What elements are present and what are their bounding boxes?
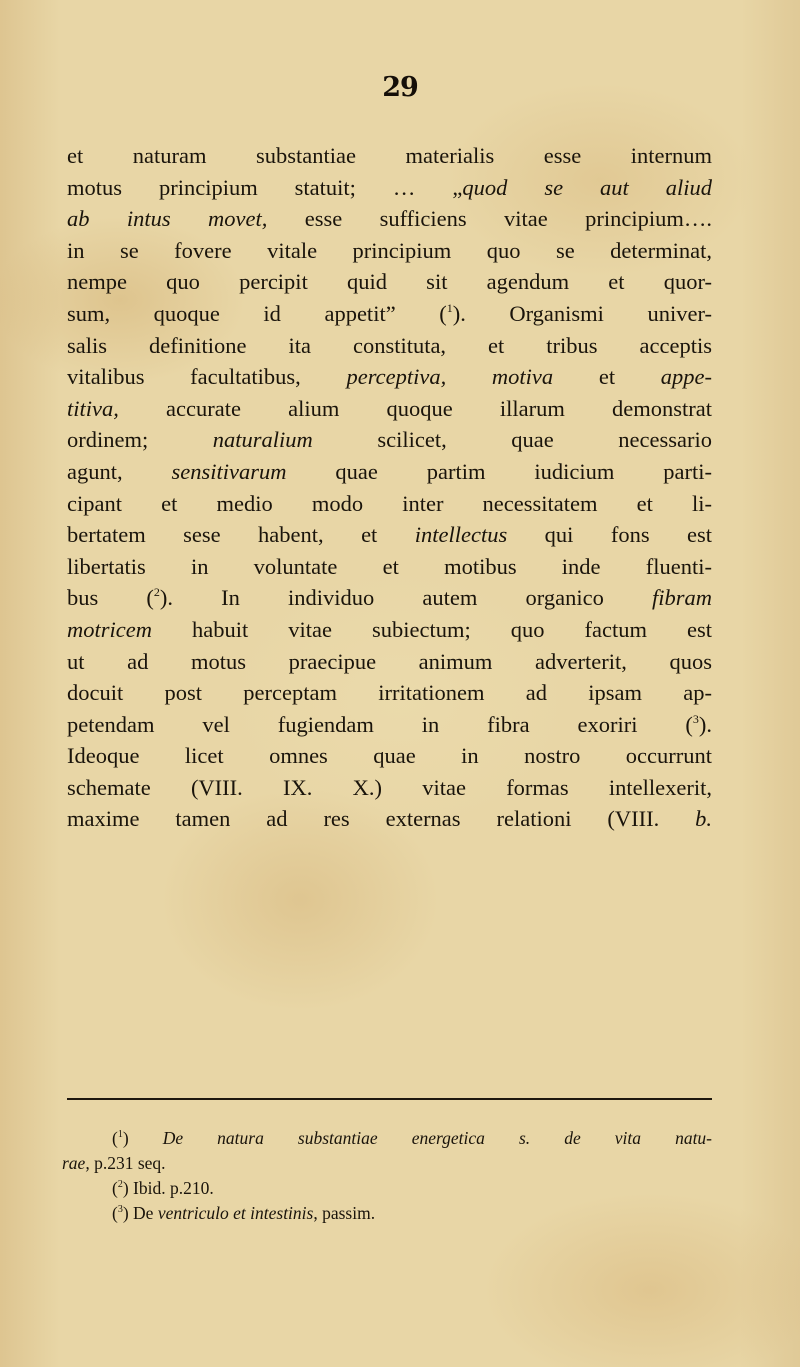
body-line [67,582,712,614]
footnote-line [62,1126,712,1151]
italic-text: naturalium [212,427,313,453]
text-segment: cipant et medio modo inter necessitatem et li- [67,490,712,516]
footnote-line [62,1201,712,1226]
italic-text: appe- [660,364,712,390]
italic-text: rae, [62,1153,90,1173]
text-segment: ) Ibid. p.210. [122,1178,214,1198]
text-segment: salis definitione ita constituta, et tribus acceptis [67,332,712,358]
text-segment: ) De [122,1203,158,1223]
footnote-marker: 3 [117,1204,123,1215]
body-line [67,140,712,172]
italic-text: sensitivarum [171,458,287,484]
body-text [67,140,712,835]
body-line [67,772,712,804]
text-segment: nempe quo percipit quid sit agendum et quor- [67,269,712,295]
text-segment: in se fovere vitale principium quo se determinat, [67,237,712,263]
body-line [67,203,712,235]
body-line [67,646,712,678]
body-line [67,266,712,298]
footnote-marker: 3 [692,711,699,726]
italic-text: De natura substantiae energetica s. de vita natu- [162,1128,713,1148]
footnote-line [62,1176,712,1201]
text-segment: agunt, [67,458,172,484]
italic-text: ab intus movet, [67,206,268,232]
text-segment: , passim. [313,1203,376,1223]
text-segment: ). In individuo autem organico [159,585,652,611]
page-number: 29 [382,72,418,103]
italic-text: b. [695,806,712,832]
body-line [67,614,712,646]
text-segment: bus ( [67,585,154,611]
italic-text: titiva, [67,395,119,421]
text-segment: docuit post perceptam irritationem ad ipsam ap- [67,680,712,706]
text-segment: ( [112,1128,118,1148]
body-line [67,393,712,425]
text-segment: ). Organismi univer- [452,300,712,326]
text-segment: scilicet, quae necessario [312,427,712,453]
body-line [67,709,712,741]
text-segment: maxime tamen ad res externas relationi (VIII. [67,806,696,832]
body-line [67,740,712,772]
footnote-marker: 1 [446,300,453,315]
text-segment: motus principium statuit; … „ [67,174,463,200]
body-line [67,551,712,583]
text-segment: et [553,364,661,390]
text-segment: habuit vitae subiectum; quo factum est [151,616,712,642]
text-segment: vitalibus facultatibus, [67,364,347,390]
footnote-marker: 1 [117,1129,123,1140]
text-segment: ( [112,1203,118,1223]
footnotes [62,1126,712,1226]
footnote-line [62,1151,712,1176]
body-line [67,519,712,551]
text-segment: ( [112,1178,118,1198]
body-line [67,235,712,267]
text-segment: bertatem sese habent, et [67,522,415,548]
body-line [67,330,712,362]
italic-text: intellectus [414,522,508,548]
text-segment: ordinem; [67,427,213,453]
text-segment: esse sufficiens vitae principium…. [267,206,712,232]
footnote-marker: 2 [153,585,160,600]
body-line [67,172,712,204]
italic-text: ventriculo et intestinis [157,1203,314,1223]
text-segment: ) [122,1128,163,1148]
text-segment: p.231 seq. [89,1153,166,1173]
italic-text: quod se aut aliud [462,174,713,200]
text-segment: qui fons est [507,522,712,548]
italic-text: motricem [67,616,152,642]
text-segment: quae partim iudicium parti- [286,458,712,484]
text-segment: schemate (VIII. IX. X.) vitae formas intellexerit, [67,774,712,800]
text-segment: ). [698,711,712,737]
body-line [67,677,712,709]
text-segment: Ideoque licet omnes quae in nostro occurrunt [67,743,712,769]
body-line [67,488,712,520]
body-line [67,361,712,393]
body-line [67,803,712,835]
italic-text: fibram [651,585,712,611]
text-segment: libertatis in voluntate et motibus inde fluenti- [67,553,712,579]
text-segment: ut ad motus praecipue animum adverterit, quos [67,648,712,674]
text-segment: et naturam substantiae materialis esse internum [67,143,712,168]
body-line [67,298,712,330]
body-line [67,424,712,456]
text-segment: petendam vel fugiendam in fibra exoriri ( [67,711,693,737]
text-segment: accurate alium quoque illarum demonstrat [118,395,712,421]
body-line [67,456,712,488]
text-segment: sum, quoque id appetit” ( [67,300,447,326]
italic-text: perceptiva, motiva [346,364,554,390]
footnote-divider [67,1098,712,1100]
footnote-marker: 2 [117,1179,123,1190]
